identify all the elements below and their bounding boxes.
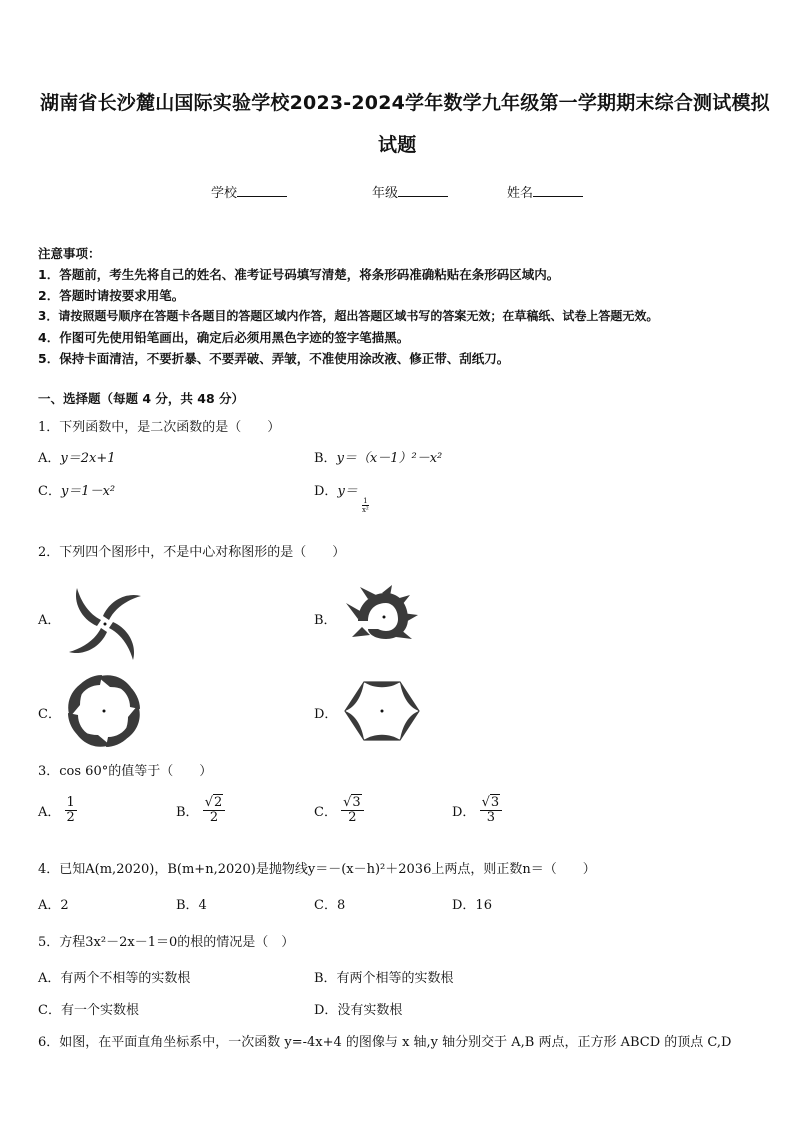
q5-option-c[interactable]: C．有一个实数根 bbox=[38, 1003, 139, 1018]
fraction: $\frac{√3}{3}$ bbox=[480, 796, 503, 825]
q1-option-d[interactable] bbox=[314, 480, 369, 514]
page-title-line2: 试题 bbox=[378, 134, 417, 156]
option-label: C． bbox=[314, 805, 337, 820]
notes-item: 3．请按照题号顺序在答题卡各题目的答题区域内作答，超出答题区域书写的答案无效；在草稿纸、试卷上答题无效。 bbox=[38, 309, 659, 323]
q2-option-c-label[interactable]: C． bbox=[38, 707, 61, 722]
grade-field[interactable] bbox=[372, 182, 448, 201]
q6-stem: 6．如图，在平面直角坐标系中，一次函数 y=-4x+4 的图像与 x 轴,y 轴分别交于 A,B 两点，正方形 ABCD 的顶点 C,D bbox=[38, 1035, 732, 1050]
option-label: A． bbox=[38, 805, 61, 820]
page-title-line1: 湖南省长沙麓山国际实验学校2023-2024学年数学九年级第一学期期末综合测试模拟 bbox=[40, 92, 770, 114]
name-field[interactable] bbox=[507, 182, 583, 201]
q1-option-a[interactable] bbox=[38, 447, 116, 466]
q2-option-a-label[interactable]: A． bbox=[38, 613, 61, 628]
q3-stem: 3．cos 60°的值等于（ ） bbox=[38, 764, 213, 779]
q4-option-c[interactable]: C．8 bbox=[314, 898, 346, 913]
school-blank[interactable] bbox=[237, 184, 287, 197]
sqrt-symbol: √3 bbox=[481, 795, 500, 810]
fraction: $\frac{1}{\text{x²}}$ bbox=[361, 497, 369, 514]
sawblade-figure-b[interactable] bbox=[342, 584, 422, 650]
notes-header: 注意事项： bbox=[38, 246, 101, 261]
q1-option-c[interactable] bbox=[38, 480, 115, 499]
notes-item: 4．作图可先使用铅笔画出，确定后必须用黑色字迹的签字笔描黑。 bbox=[38, 330, 410, 345]
notes-item: 1．答题前，考生先将自己的姓名、准考证号码填写清楚，将条形码准确粘贴在条形码区域内。 bbox=[38, 267, 560, 282]
q4-option-d[interactable]: D．16 bbox=[452, 898, 492, 913]
q5-stem: 5．方程3x²－2x－1＝0的根的情况是（ ） bbox=[38, 935, 295, 950]
q5-option-b[interactable]: B．有两个相等的实数根 bbox=[314, 971, 454, 986]
option-text: y＝1－x² bbox=[60, 484, 116, 499]
school-label: 学校 bbox=[211, 186, 238, 201]
q5-option-d[interactable]: D．没有实数根 bbox=[314, 1003, 403, 1018]
q2-stem: 2．下列四个图形中，不是中心对称图形的是（ ） bbox=[38, 545, 346, 560]
q2-option-b-label[interactable]: B． bbox=[314, 613, 337, 628]
q1-stem: 1．下列函数中，是二次函数的是（ ） bbox=[38, 420, 281, 435]
q4-option-a[interactable]: A．2 bbox=[38, 898, 69, 913]
notes-item: 2．答题时请按要求用笔。 bbox=[38, 288, 185, 303]
option-text: y＝ bbox=[337, 484, 358, 499]
option-label: B． bbox=[176, 805, 199, 820]
q5-option-a[interactable]: A．有两个不相等的实数根 bbox=[38, 971, 191, 986]
grade-blank[interactable] bbox=[398, 184, 448, 197]
option-text: y＝2x+1 bbox=[60, 451, 116, 466]
q2-option-d-label[interactable]: D． bbox=[314, 707, 338, 722]
option-label: D． bbox=[314, 484, 338, 499]
notes-item: 5．保持卡面清洁，不要折暴、不要弄破、弄皱，不准使用涂改液、修正带、刮纸刀。 bbox=[38, 351, 510, 366]
q3-option-a[interactable] bbox=[38, 796, 77, 825]
option-label: C． bbox=[38, 484, 61, 499]
school-field[interactable] bbox=[211, 182, 287, 201]
fraction: $\frac{√3}{2}$ bbox=[341, 796, 364, 825]
option-text: y＝（x－1）²－x² bbox=[336, 451, 443, 466]
q3-option-d[interactable] bbox=[452, 796, 502, 825]
sqrt-symbol: √2 bbox=[204, 795, 223, 810]
ring-figure-c[interactable] bbox=[64, 672, 144, 750]
grade-label: 年级 bbox=[372, 186, 399, 201]
q4-stem: 4．已知A(m,2020)，B(m+n,2020)是抛物线y＝－(x－h)²＋2036上两点，则正数n＝（ ） bbox=[38, 862, 596, 877]
section-heading: 一、选择题（每题 4 分，共 48 分） bbox=[38, 391, 245, 406]
option-label: B． bbox=[314, 451, 337, 466]
fraction: $\frac{√2}{2}$ bbox=[203, 796, 226, 825]
sqrt-symbol: √3 bbox=[343, 795, 361, 810]
name-label: 姓名 bbox=[507, 186, 534, 201]
pinwheel-figure-a[interactable] bbox=[66, 586, 144, 662]
option-label: D． bbox=[452, 805, 476, 820]
option-label: A． bbox=[38, 451, 61, 466]
q1-option-b[interactable] bbox=[314, 447, 442, 466]
q3-option-c[interactable] bbox=[314, 796, 364, 825]
q4-option-b[interactable]: B．4 bbox=[176, 898, 207, 913]
name-blank[interactable] bbox=[533, 184, 583, 197]
hexagon-figure-d[interactable] bbox=[342, 680, 422, 742]
fraction: $\frac{1}{2}$ bbox=[66, 795, 75, 825]
q3-option-b[interactable] bbox=[176, 796, 225, 825]
